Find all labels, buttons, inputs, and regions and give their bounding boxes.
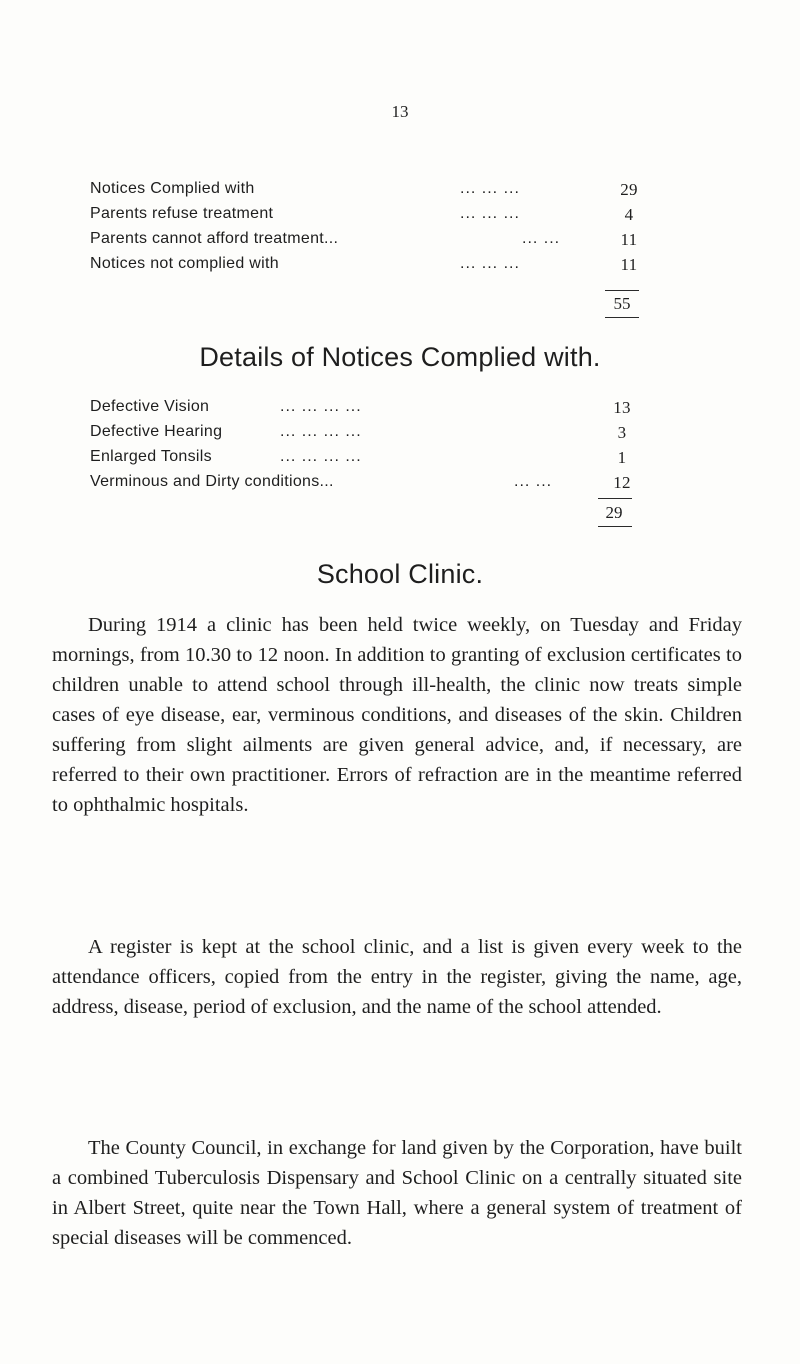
row-label: Notices Complied with [90,180,255,197]
table-row [90,180,690,205]
row-value: 4 [624,205,634,224]
leader-dots: ... ... ... [460,205,520,222]
row-label: Enlarged Tonsils [90,448,212,465]
leader-dots: ... ... ... ... [280,448,362,465]
leader-dots: ... ... ... ... [280,423,362,440]
row-value: 13 [613,398,631,417]
row-value: 3 [617,423,627,442]
row-value: 11 [620,230,638,249]
total-rule [598,526,632,527]
leader-dots: ... ... ... [460,255,520,272]
notices-total: 55 [613,294,631,313]
details-total: 29 [605,503,623,522]
row-label: Parents refuse treatment [90,205,274,222]
clinic-heading: School Clinic. [316,559,484,589]
clinic-paragraph: A register is kept at the school clinic, and a list is given every week to the attendance officers, copied from the entry in the register, giving the name, age, address, disease, period of exclusion, and the name of the school attended. [52,936,742,1018]
table-row [90,423,690,448]
table-row [90,473,690,498]
total-rule [605,290,639,291]
row-label: Defective Vision [90,398,210,415]
total-rule [605,317,639,318]
row-value: 1 [617,448,627,467]
table-row [90,448,690,473]
table-row [90,230,690,255]
leader-dots: ... ... ... [460,180,520,197]
leader-dots: ... ... [514,473,553,490]
leader-dots: ... ... ... ... [280,398,362,415]
row-label: Defective Hearing [90,423,223,440]
clinic-paragraph: The County Council, in exchange for land given by the Corporation, have built a combined Tuberculosis Dispensary and School Clinic on a centrally situated site in Albert Street, quite near the Town Hall, where a general system of treatment of special diseases will be commenced. [52,1137,742,1249]
table-row [90,398,690,423]
details-table [90,398,690,498]
row-value: 29 [620,180,638,199]
table-row [90,205,690,230]
row-label: Parents cannot afford treatment... [90,230,339,247]
row-value: 12 [613,473,631,492]
row-label: Notices not complied with [90,255,279,272]
row-label: Verminous and Dirty conditions... [90,473,334,490]
notices-table [90,180,690,280]
clinic-paragraph: During 1914 a clinic has been held twice weekly, on Tuesday and Friday mornings, from 10.30 to 12 noon. In addition to granting of exclusion certificates to children unable to attend school through ill-health, the clinic now treats simple cases of eye disease, ear, verminous conditions, and diseases of the skin. Children suffering from slight ailments are given general advice, and, if necessary, are referred to their own practitioner. Errors of refraction are in the meantime referred to ophthalmic hospitals. [52,614,742,816]
total-rule [598,498,632,499]
details-heading: Details of Notices Complied with. [199,342,601,372]
table-row [90,255,690,280]
page-number: 13 [391,102,409,121]
row-value: 11 [620,255,638,274]
leader-dots: ... ... [522,230,561,247]
